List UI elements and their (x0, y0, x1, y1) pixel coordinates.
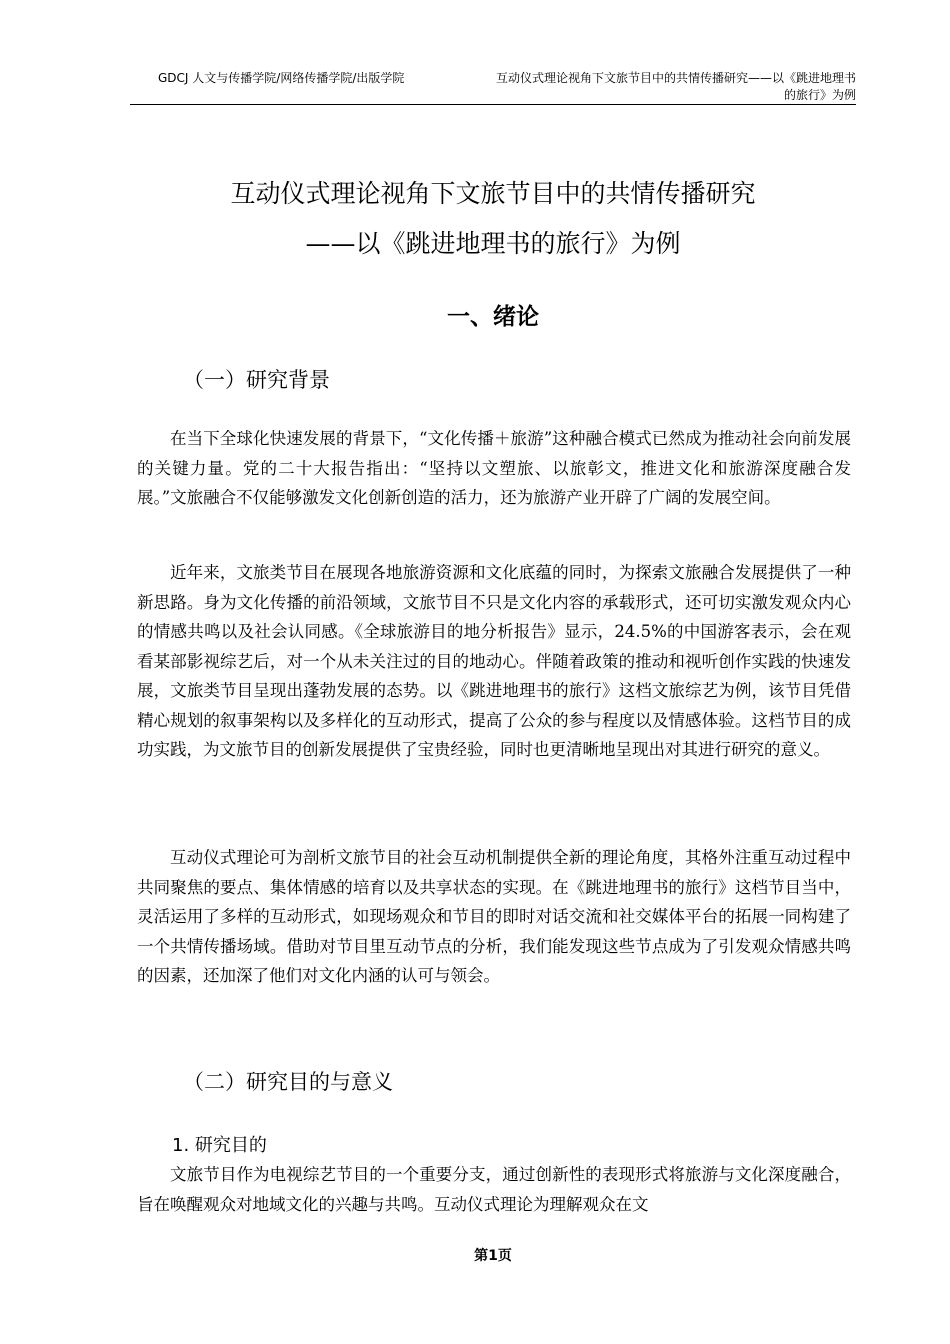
paper-title-main: 互动仪式理论视角下文旅节目中的共情传播研究 (230, 179, 756, 208)
header-institution: GDCJ 人文与传播学院/网络传播学院/出版学院 (158, 71, 405, 85)
header-paper-title: 互动仪式理论视角下文旅节目中的共情传播研究——以《跳进地理书的旅行》为例 (496, 71, 857, 102)
section-heading-purpose: （二）研究目的与意义 (183, 1070, 393, 1094)
running-header (130, 66, 856, 105)
paragraph: 互动仪式理论可为剖析文旅节目的社会互动机制提供全新的理论角度，其格外注重互动过程中共同聚焦的要点、集体情感的培育以及共享状态的实现。在《跳进地理书的旅行》这档节目当中，灵活运用了多样的互动形式，如现场观众和节目的即时对话交流和社交媒体平台的拓展一同构建了一个共情传播场域。借助对节目里互动节点的分析，我们能发现这些节点成为了引发观众情感共鸣的因素，还加深了他们对文化内涵的认可与领会。 (137, 848, 851, 985)
page-number: 第1页 (474, 1248, 512, 1264)
subsection-heading-purpose: 1. 研究目的 (172, 1135, 267, 1156)
paragraph: 在当下全球化快速发展的背景下，“文化传播＋旅游”这种融合模式已然成为推动社会向前发展的关键力量。党的二十大报告指出：“坚持以文塑旅、以旅彰文，推进文化和旅游深度融合发展。”文旅融合不仅能够激发文化创新创造的活力，还为旅游产业开辟了广阔的发展空间。 (137, 429, 851, 507)
paragraph: 近年来，文旅类节目在展现各地旅游资源和文化底蕴的同时，为探索文旅融合发展提供了一种新思路。身为文化传播的前沿领域，文旅节目不只是文化内容的承载形式，还可切实激发观众内心的情感共鸣以及社会认同感。《全球旅游目的地分析报告》显示，24.5%的中国游客表示，会在观看某部影视综艺后，对一个从未关注过的目的地动心。伴随着政策的推动和视听创作实践的快速发展，文旅类节目呈现出蓬勃发展的态势。以《跳进地理书的旅行》这档文旅综艺为例，该节目凭借精心规划的叙事架构以及多样化的互动形式，提高了公众的参与程度以及情感体验。这档节目的成功实践，为文旅节目的创新发展提供了宝贵经验，同时也更清晰地呈现出对其进行研究的意义。 (137, 563, 851, 759)
paper-title-subtitle: ——以《跳进地理书的旅行》为例 (305, 229, 681, 258)
paragraph: 文旅节目作为电视综艺节目的一个重要分支，通过创新性的表现形式将旅游与文化深度融合，旨在唤醒观众对地域文化的兴趣与共鸣。互动仪式理论为理解观众在文 (137, 1165, 851, 1214)
section-heading-background: （一）研究背景 (183, 368, 330, 392)
chapter-heading: 一、绪论 (447, 304, 539, 330)
